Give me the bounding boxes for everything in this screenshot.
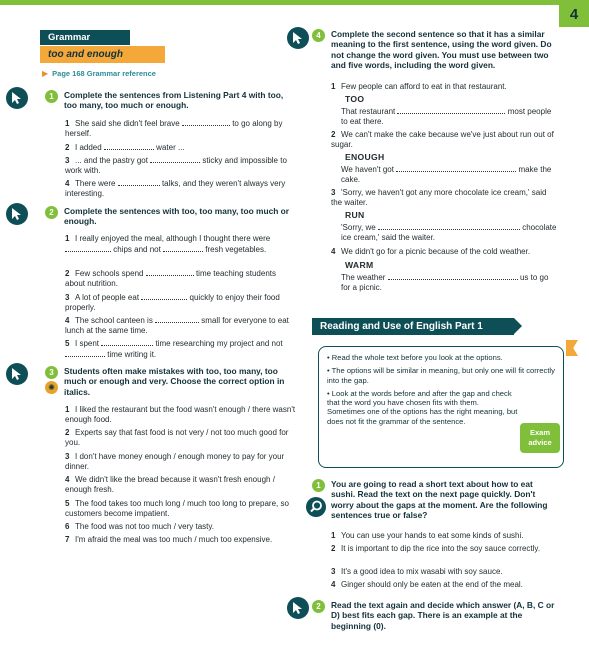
- search-icon[interactable]: [306, 497, 326, 517]
- exercise-heading: Students often make mistakes with too, too many, too much or enough and very. Choose the correct option in italics.: [64, 366, 285, 397]
- play-triangle-icon: ▶: [42, 69, 49, 78]
- key-word: WARM: [345, 260, 374, 270]
- tip-item: • Read the whole text before you look at the options.: [327, 353, 503, 362]
- list-item: 4 We didn't go for a picnic because of the cold weather.: [331, 247, 531, 256]
- exercise-number: 2: [45, 206, 58, 219]
- list-item: 7 I'm afraid the meal was too much / much too expensive.: [65, 535, 273, 544]
- answer-blank[interactable]: [141, 292, 187, 300]
- list-item: 3 It's a good idea to mix wasabi with soy sauce.: [331, 567, 503, 576]
- section-tag-grammar: Grammar: [40, 30, 130, 45]
- grammar-reference-link[interactable]: [42, 69, 156, 79]
- answer-blank[interactable]: [65, 244, 111, 252]
- answer-blank[interactable]: [104, 142, 154, 150]
- section-title-bar: Reading and Use of English Part 1: [312, 318, 514, 335]
- cursor-icon[interactable]: [6, 363, 28, 385]
- list-item: 1 You can use your hands to eat some kinds of sushi.: [331, 531, 524, 540]
- list-item: 1 I really enjoyed the meal, although I thought there were chips and not fresh vegetables.: [65, 234, 271, 254]
- answer-blank[interactable]: [396, 164, 516, 172]
- answer-blank[interactable]: [378, 222, 520, 230]
- cursor-icon[interactable]: [287, 27, 309, 49]
- top-color-bar: [0, 0, 589, 5]
- exercise-heading: Complete the second sentence so that it has a similar meaning to the first sentence, using the word given. Do not change the word given. You must use between two and five words, including the word given.: [331, 29, 552, 70]
- answer-blank[interactable]: [163, 244, 203, 252]
- transformation-line: The weather us to go for a picnic.: [341, 273, 549, 292]
- list-item: 5 I spent time researching my project and not time writing it.: [65, 339, 283, 359]
- lightbulb-icon: ✺: [45, 381, 58, 394]
- exercise-number: 1: [312, 479, 325, 492]
- transformation-line: That restaurant most people to eat there.: [341, 107, 552, 126]
- list-item: 3 A lot of people eat quickly to enjoy their food properly.: [65, 293, 280, 312]
- list-item: 4 The school canteen is small for everyone to eat lunch at the same time.: [65, 316, 289, 335]
- list-item: 2 I added water ...: [65, 143, 185, 152]
- list-item: 2 It is important to dip the rice into the soy sauce correctly.: [331, 544, 541, 553]
- exam-advice-badge: Exam advice: [520, 423, 560, 453]
- list-item: 4 We didn't like the bread because it wasn't fresh enough / enough fresh.: [65, 475, 275, 494]
- tip-item: • The options will be similar in meaning, but only one will fit correctly into the gap.: [327, 366, 555, 385]
- answer-blank[interactable]: [146, 268, 194, 276]
- exercise-heading: Complete the sentences from Listening Part 4 with too, too many, too much or enough.: [64, 90, 284, 111]
- list-item: 2 Experts say that fast food is not very / not too much good for you.: [65, 428, 289, 447]
- grammar-reference-text: Page 168 Grammar reference: [52, 69, 156, 78]
- exercise-number: 1: [45, 90, 58, 103]
- list-item: 3 ... and the pastry got sticky and impossible to work with.: [65, 156, 287, 175]
- answer-blank[interactable]: [101, 338, 153, 346]
- list-item: 5 The food takes too much long / much too long to prepare, so customers become impatient.: [65, 499, 289, 518]
- key-word: ENOUGH: [345, 152, 385, 162]
- answer-blank[interactable]: [397, 106, 505, 114]
- list-item: 4 Ginger should only be eaten at the end of the meal.: [331, 580, 523, 589]
- list-item: 4 There were talks, and they weren't always very interesting.: [65, 179, 286, 198]
- list-item: 1 Few people can afford to eat in that restaurant.: [331, 82, 507, 91]
- list-item: 6 The food was not too much / very tasty.: [65, 522, 215, 531]
- answer-blank[interactable]: [150, 155, 200, 163]
- list-item: 2 We can't make the cake because we've just about run out of sugar.: [331, 130, 554, 149]
- exercise-number: 3: [45, 366, 58, 379]
- exercise-number: 4: [312, 29, 325, 42]
- exercise-heading: Complete the sentences with too, too many, too much or enough.: [64, 206, 290, 227]
- list-item: 3 I don't have money enough / enough money to pay for your dinner.: [65, 452, 285, 471]
- exercise-heading: You are going to read a short text about how to eat sushi. Read the text on the next page quickly. Don't worry about the gaps at the moment. Are the following sentences true or false?: [331, 479, 548, 520]
- answer-blank[interactable]: [182, 118, 230, 126]
- key-word: TOO: [345, 94, 365, 104]
- answer-blank[interactable]: [118, 178, 160, 186]
- transformation-line: We haven't got make the cake.: [341, 165, 552, 184]
- page-number: 4: [559, 3, 589, 27]
- key-word: RUN: [345, 210, 365, 220]
- answer-blank[interactable]: [388, 272, 518, 280]
- section-subtag: too and enough: [40, 46, 165, 63]
- cursor-icon[interactable]: [6, 203, 28, 225]
- exercise-number: 2: [312, 600, 325, 613]
- transformation-line: 'Sorry, we chocolate ice cream,' said the waiter.: [341, 223, 557, 242]
- tip-item: • Look at the words before and after the gap and check that the word you have chosen fits with them. Sometimes one of the options has the right meaning, but does not fit the grammar of the sentence.: [327, 388, 518, 426]
- answer-blank[interactable]: [65, 349, 105, 357]
- cursor-icon[interactable]: [6, 87, 28, 109]
- list-item: 2 Few schools spend time teaching students about nutrition.: [65, 269, 276, 288]
- list-item: 1 I liked the restaurant but the food wasn't enough / there wasn't enough food.: [65, 405, 296, 424]
- list-item: 3 'Sorry, we haven't got any more chocolate ice cream,' said the waiter.: [331, 188, 547, 207]
- list-item: 1 She said she didn't feel brave to go along by herself.: [65, 119, 283, 138]
- answer-blank[interactable]: [155, 315, 199, 323]
- cursor-icon[interactable]: [287, 597, 309, 619]
- exercise-heading: Read the text again and decide which answer (A, B, C or D) best fits each gap. There is an example at the beginning (0).: [331, 600, 555, 631]
- flag-icon: [566, 340, 578, 356]
- title-arrow: [514, 318, 522, 334]
